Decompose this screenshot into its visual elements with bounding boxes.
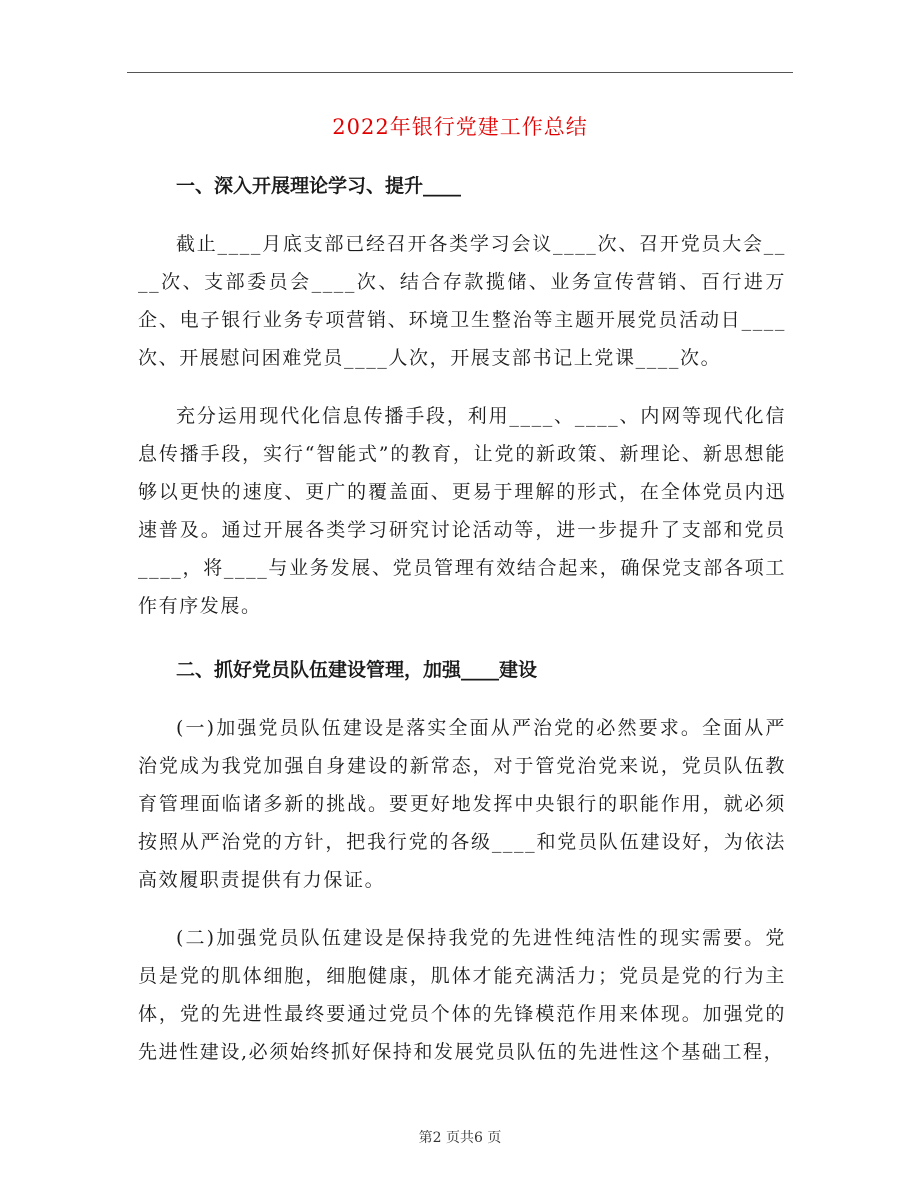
page-footer: 第2 页共6 页 <box>418 1130 502 1146</box>
spacer <box>138 899 786 919</box>
section-heading-2: 二、抓好党员队伍建设管理，加强____建设 <box>176 659 538 681</box>
paragraph-2-2: (二)加强党员队伍建设是保持我党的先进性纯洁性的现实需要。党员是党的肌体细胞，细胞健康，肌体才能充满活力；党员是党的行为主体，党的先进性最终要通过党员个体的先锋模范作用来体现。加强党的先进性建设,必须始终抓好保持和发展党员队伍的先进性这个基础工程， <box>138 927 786 1063</box>
document-title: 2022年银行党建工作总结 <box>332 115 588 139</box>
paragraph-1-1: 截止____月底支部已经召开各类学习会议____次、召开党员大会____次、支部委员会____次、结合存款揽储、业务宣传营销、百行进万企、电子银行业务专项营销、环境卫生整治等主题开展党员活动日____次、开展慰问困难党员____人次，开展支部书记上党课____次。 <box>138 233 786 369</box>
spacer <box>138 377 786 397</box>
paragraph-2-1: (一)加强党员队伍建设是落实全面从严治党的必然要求。全面从严治党成为我党加强自身建设的新常态，对于管党治党来说，党员队伍教育管理面临诸多新的挑战。要更好地发挥中央银行的职能作用，就必须按照从严治党的方针，把我行党的各级____和党员队伍建设好，为依法高效履职责提供有力保证。 <box>138 717 786 891</box>
section-heading-1: 一、深入开展理论学习、提升____ <box>176 175 462 197</box>
document-body <box>138 167 786 1071</box>
paragraph-1-2: 充分运用现代化信息传播手段，利用____、____、内网等现代化信息传播手段，实行“智能式”的教育，让党的新政策、新理论、新思想能够以更快的速度、更广的覆盖面、更易于理解的形式，在全体党员内迅速普及。通过开展各类学习研究讨论活动等，进一步提升了支部和党员____，将____与业务发展、党员管理有效结合起来，确保党支部各项工作有序发展。 <box>138 405 786 617</box>
spacer <box>138 205 786 225</box>
header-rule <box>127 72 793 73</box>
spacer <box>138 689 786 709</box>
spacer <box>138 625 786 651</box>
